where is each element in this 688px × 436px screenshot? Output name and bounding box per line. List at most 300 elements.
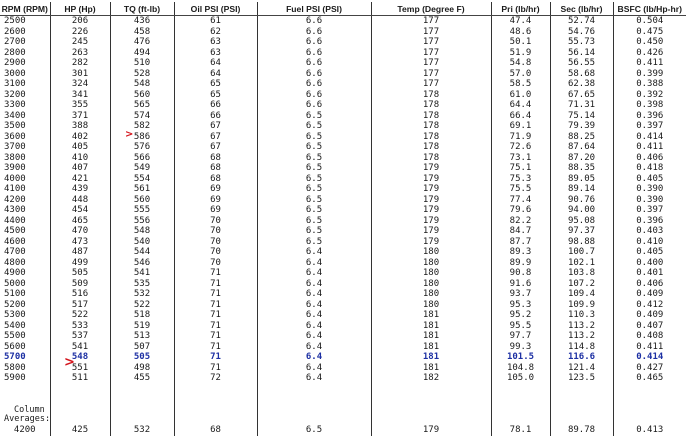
oil-psi-cell: 62: [174, 27, 257, 38]
torque-cell: 540: [110, 237, 174, 248]
sec-cell: 56.55: [550, 58, 613, 69]
marker-arrow-icon: >: [64, 355, 75, 370]
bsfc-cell: 0.397: [613, 121, 686, 132]
table-row: [0, 195, 686, 206]
spacer-cell: [371, 404, 491, 424]
torque-cell: 513: [110, 331, 174, 342]
hp-cell: 551: [50, 363, 110, 374]
pri-cell: 71.9: [491, 132, 550, 143]
fuel-psi-cell: 6.5: [257, 132, 371, 143]
fuel-psi-cell: 6.5: [257, 163, 371, 174]
hp-cell: 405: [50, 142, 110, 153]
temp-cell: 179: [371, 205, 491, 216]
bsfc-cell: 0.426: [613, 48, 686, 59]
sec-cell: 87.64: [550, 142, 613, 153]
fuel-psi-cell: 6.5: [257, 216, 371, 227]
oil-psi-cell: 63: [174, 48, 257, 59]
table-row: [0, 79, 686, 90]
fuel-psi-cell: 6.5: [257, 153, 371, 164]
rpm-cell: 3100: [4, 79, 26, 89]
spacer-cell: [371, 384, 491, 404]
temp-cell: 179: [371, 184, 491, 195]
table-row: [0, 247, 686, 258]
oil-psi-cell: 71: [174, 321, 257, 332]
sec-cell: 95.08: [550, 216, 613, 227]
hp-cell: 407: [50, 163, 110, 174]
sec-cell: 116.6: [550, 352, 613, 363]
bsfc-cell: 0.397: [613, 205, 686, 216]
fuel-psi-cell: 6.6: [257, 37, 371, 48]
torque-cell: 510: [110, 58, 174, 69]
table-row: [0, 216, 686, 227]
average-torque-cell: 532: [110, 424, 174, 436]
temp-cell: 180: [371, 279, 491, 290]
bsfc-cell: 0.450: [613, 37, 686, 48]
spacer-cell: [491, 384, 550, 404]
rpm-cell: 2500: [4, 16, 26, 26]
rpm-cell: 4500: [4, 226, 26, 236]
temp-cell: 177: [371, 37, 491, 48]
sec-cell: 62.38: [550, 79, 613, 90]
rpm-cell: 5300: [4, 310, 26, 320]
spacer-cell: [50, 384, 110, 404]
pri-cell: 87.7: [491, 237, 550, 248]
table-row: [0, 163, 686, 174]
rpm-cell: 4100: [4, 184, 26, 194]
torque-cell: 535: [110, 279, 174, 290]
hp-cell: 226: [50, 27, 110, 38]
hp-cell: 499: [50, 258, 110, 269]
oil-psi-cell: 63: [174, 37, 257, 48]
rpm-cell: 4400: [4, 215, 26, 226]
hp-cell: 421: [50, 174, 110, 185]
torque-cell: 560: [110, 90, 174, 101]
torque-cell: 560: [110, 195, 174, 206]
fuel-psi-cell: 6.6: [257, 58, 371, 69]
torque-cell: 532: [110, 289, 174, 300]
hp-cell: 487: [50, 247, 110, 258]
hp-cell: 206: [50, 16, 110, 27]
temp-cell: 177: [371, 48, 491, 59]
rpm-cell: 5400: [4, 320, 26, 331]
sec-cell: 88.25: [550, 132, 613, 143]
spacer-cell: [491, 404, 550, 424]
table-row: [0, 321, 686, 332]
sec-cell: 87.20: [550, 153, 613, 164]
fuel-psi-cell: 6.4: [257, 279, 371, 290]
temp-cell: 181: [371, 363, 491, 374]
fuel-psi-cell: 6.6: [257, 48, 371, 59]
fuel-psi-cell: 6.6: [257, 27, 371, 38]
fuel-psi-cell: 6.4: [257, 247, 371, 258]
rpm-cell: 2800: [4, 47, 26, 58]
pri-cell: 97.7: [491, 331, 550, 342]
sec-cell: 107.2: [550, 279, 613, 290]
fuel-psi-cell: 6.4: [257, 310, 371, 321]
temp-cell: 177: [371, 27, 491, 38]
average-oil-psi-cell: 68: [174, 424, 257, 436]
table-row: [0, 331, 686, 342]
table-row: [0, 184, 686, 195]
temp-cell: 179: [371, 226, 491, 237]
rpm-cell: 2600: [4, 26, 26, 37]
column-header: Fuel PSI (PSI): [257, 2, 371, 16]
spacer-cell: [174, 404, 257, 424]
table-row: [0, 205, 686, 216]
hp-cell: 324: [50, 79, 110, 90]
table-row: [0, 258, 686, 269]
hp-cell: 548: [50, 352, 110, 363]
bsfc-cell: 0.392: [613, 90, 686, 101]
temp-cell: 178: [371, 111, 491, 122]
spacer-row: [0, 384, 686, 404]
bsfc-cell: 0.390: [613, 184, 686, 195]
pri-cell: 75.5: [491, 184, 550, 195]
bsfc-cell: 0.400: [613, 258, 686, 269]
oil-psi-cell: 68: [174, 153, 257, 164]
sec-cell: 94.00: [550, 205, 613, 216]
fuel-psi-cell: 6.5: [257, 205, 371, 216]
rpm-cell: 3500: [4, 121, 26, 131]
sec-cell: 123.5: [550, 373, 613, 384]
sec-cell: 55.73: [550, 37, 613, 48]
pri-cell: 50.1: [491, 37, 550, 48]
torque-cell: 476: [110, 37, 174, 48]
temp-cell: 180: [371, 300, 491, 311]
temp-cell: 179: [371, 195, 491, 206]
pri-cell: 51.9: [491, 48, 550, 59]
rpm-cell: 4700: [4, 247, 26, 257]
bsfc-cell: 0.411: [613, 142, 686, 153]
torque-cell: 528: [110, 69, 174, 80]
sec-cell: 98.88: [550, 237, 613, 248]
highlighted-table-row: [0, 352, 686, 363]
torque-cell: 546: [110, 258, 174, 269]
hp-cell: 509: [50, 279, 110, 290]
oil-psi-cell: 67: [174, 142, 257, 153]
rpm-cell: 3600: [4, 131, 26, 142]
bsfc-cell: 0.409: [613, 310, 686, 321]
pri-cell: 77.4: [491, 195, 550, 206]
hp-cell: 448: [50, 195, 110, 206]
pri-cell: 79.6: [491, 205, 550, 216]
oil-psi-cell: 61: [174, 16, 257, 27]
temp-cell: 180: [371, 247, 491, 258]
torque-cell: 565: [110, 100, 174, 111]
pri-cell: 95.2: [491, 310, 550, 321]
pri-cell: 101.5: [491, 352, 550, 363]
torque-cell: 505: [110, 352, 174, 363]
temp-cell: 177: [371, 16, 491, 27]
hp-cell: 533: [50, 321, 110, 332]
oil-psi-cell: 70: [174, 258, 257, 269]
rpm-cell: 5700: [4, 352, 26, 362]
average-temp-cell: 179: [371, 424, 491, 436]
pri-cell: 75.1: [491, 163, 550, 174]
rpm-cell: 5800: [4, 362, 26, 373]
rpm-cell: 3800: [4, 152, 26, 163]
temp-cell: 179: [371, 216, 491, 227]
hp-cell: 355: [50, 100, 110, 111]
rpm-cell: 3900: [4, 163, 26, 173]
pri-cell: 91.6: [491, 279, 550, 290]
oil-psi-cell: 64: [174, 69, 257, 80]
rpm-cell: 5000: [4, 278, 26, 289]
fuel-psi-cell: 6.4: [257, 300, 371, 311]
pri-cell: 72.6: [491, 142, 550, 153]
oil-psi-cell: 71: [174, 300, 257, 311]
bsfc-cell: 0.396: [613, 111, 686, 122]
spacer-cell: [550, 384, 613, 404]
column-header: RPM (RPM): [0, 2, 50, 16]
pri-cell: 84.7: [491, 226, 550, 237]
pri-cell: 90.8: [491, 268, 550, 279]
average-pri-cell: 78.1: [491, 424, 550, 436]
spacer-cell: [550, 404, 613, 424]
fuel-psi-cell: 6.5: [257, 184, 371, 195]
oil-psi-cell: 71: [174, 363, 257, 374]
sec-cell: 109.9: [550, 300, 613, 311]
table-row: [0, 153, 686, 164]
rpm-cell: 4900: [4, 268, 26, 278]
torque-cell: 498: [110, 363, 174, 374]
bsfc-cell: 0.398: [613, 100, 686, 111]
oil-psi-cell: 69: [174, 184, 257, 195]
hp-cell: 301: [50, 69, 110, 80]
bsfc-cell: 0.504: [613, 16, 686, 27]
rpm-cell: 5200: [4, 299, 26, 310]
sec-cell: 109.4: [550, 289, 613, 300]
table-row: [0, 237, 686, 248]
table-row: [0, 174, 686, 185]
temp-cell: 179: [371, 163, 491, 174]
table-row: [0, 132, 686, 143]
pri-cell: 93.7: [491, 289, 550, 300]
header-row: [0, 2, 686, 16]
rpm-cell: 2900: [4, 58, 26, 68]
rpm-cell: 3300: [4, 100, 26, 110]
fuel-psi-cell: 6.5: [257, 111, 371, 122]
fuel-psi-cell: 6.4: [257, 321, 371, 332]
oil-psi-cell: 66: [174, 111, 257, 122]
sec-cell: 67.65: [550, 90, 613, 101]
hp-cell: 371: [50, 111, 110, 122]
bsfc-cell: 0.396: [613, 216, 686, 227]
torque-cell: 561: [110, 184, 174, 195]
hp-cell: 245: [50, 37, 110, 48]
rpm-cell: 3200: [4, 89, 26, 100]
oil-psi-cell: 68: [174, 174, 257, 185]
table-row: [0, 289, 686, 300]
oil-psi-cell: 67: [174, 132, 257, 143]
spacer-cell: [110, 384, 174, 404]
bsfc-cell: 0.409: [613, 289, 686, 300]
oil-psi-cell: 71: [174, 268, 257, 279]
bsfc-cell: 0.399: [613, 69, 686, 80]
temp-cell: 181: [371, 331, 491, 342]
hp-cell: 439: [50, 184, 110, 195]
hp-cell: 505: [50, 268, 110, 279]
oil-psi-cell: 64: [174, 58, 257, 69]
spacer-cell: [257, 404, 371, 424]
hp-cell: 537: [50, 331, 110, 342]
pri-cell: 47.4: [491, 16, 550, 27]
table-row: [0, 16, 686, 27]
fuel-psi-cell: 6.6: [257, 69, 371, 80]
torque-cell: 548: [110, 226, 174, 237]
bsfc-cell: 0.411: [613, 342, 686, 353]
fuel-psi-cell: 6.6: [257, 90, 371, 101]
sec-cell: 103.8: [550, 268, 613, 279]
hp-cell: 282: [50, 58, 110, 69]
torque-cell: 507: [110, 342, 174, 353]
averages-label-row: [0, 404, 686, 424]
bsfc-cell: 0.403: [613, 226, 686, 237]
rpm-cell: 4800: [4, 257, 26, 268]
fuel-psi-cell: 6.5: [257, 142, 371, 153]
average-sec-cell: 89.78: [550, 424, 613, 436]
temp-cell: 180: [371, 289, 491, 300]
temp-cell: 181: [371, 352, 491, 363]
hp-cell: 402: [50, 132, 110, 143]
table-body: [0, 16, 686, 436]
pri-cell: 82.2: [491, 216, 550, 227]
pri-cell: 89.3: [491, 247, 550, 258]
table-row: [0, 48, 686, 59]
fuel-psi-cell: 6.6: [257, 100, 371, 111]
bsfc-cell: 0.427: [613, 363, 686, 374]
sec-cell: 79.39: [550, 121, 613, 132]
hp-cell: 341: [50, 90, 110, 101]
spacer-cell: [257, 384, 371, 404]
temp-cell: 181: [371, 321, 491, 332]
column-header: Pri (lb/hr): [491, 2, 550, 16]
bsfc-cell: 0.465: [613, 373, 686, 384]
bsfc-cell: 0.405: [613, 247, 686, 258]
marker-arrow-icon: >: [125, 129, 134, 140]
sec-cell: 110.3: [550, 310, 613, 321]
pri-cell: 64.4: [491, 100, 550, 111]
column-header: TQ (ft-lb): [110, 2, 174, 16]
spacer-cell: [613, 404, 686, 424]
bsfc-cell: 0.414: [613, 132, 686, 143]
column-header: HP (Hp): [50, 2, 110, 16]
pri-cell: 54.8: [491, 58, 550, 69]
averages-label-line: Averages:: [4, 413, 51, 424]
oil-psi-cell: 69: [174, 195, 257, 206]
bsfc-cell: 0.410: [613, 237, 686, 248]
fuel-psi-cell: 6.5: [257, 174, 371, 185]
table-row: [0, 69, 686, 80]
torque-cell: 586: [110, 132, 174, 143]
oil-psi-cell: 65: [174, 90, 257, 101]
table-row: [0, 121, 686, 132]
temp-cell: 181: [371, 342, 491, 353]
temp-cell: 178: [371, 153, 491, 164]
pri-cell: 95.3: [491, 300, 550, 311]
pri-cell: 104.8: [491, 363, 550, 374]
spacer-cell: [174, 384, 257, 404]
fuel-psi-cell: 6.4: [257, 289, 371, 300]
temp-cell: 178: [371, 121, 491, 132]
averages-label-line: Column: [14, 404, 45, 415]
bsfc-cell: 0.408: [613, 331, 686, 342]
hp-cell: 263: [50, 48, 110, 59]
hp-cell: 473: [50, 237, 110, 248]
bsfc-cell: 0.418: [613, 163, 686, 174]
rpm-cell: 4300: [4, 205, 26, 215]
torque-cell: 555: [110, 205, 174, 216]
sec-cell: 113.2: [550, 321, 613, 332]
column-header: Temp (Degree F): [371, 2, 491, 16]
average-hp-cell: 425: [50, 424, 110, 436]
torque-cell: 556: [110, 216, 174, 227]
oil-psi-cell: 71: [174, 342, 257, 353]
fuel-psi-cell: 6.5: [257, 237, 371, 248]
fuel-psi-cell: 6.6: [257, 16, 371, 27]
sec-cell: 54.76: [550, 27, 613, 38]
averages-row: [0, 424, 686, 436]
torque-cell: 541: [110, 268, 174, 279]
pri-cell: 73.1: [491, 153, 550, 164]
temp-cell: 178: [371, 100, 491, 111]
sec-cell: 71.31: [550, 100, 613, 111]
sec-cell: 100.7: [550, 247, 613, 258]
torque-cell: 436: [110, 16, 174, 27]
rpm-cell: 5900: [4, 373, 26, 383]
oil-psi-cell: 71: [174, 279, 257, 290]
hp-cell: 454: [50, 205, 110, 216]
oil-psi-cell: 71: [174, 289, 257, 300]
table-row: [0, 58, 686, 69]
table-row: [0, 363, 686, 374]
rpm-cell: 4600: [4, 236, 26, 247]
sec-cell: 89.05: [550, 174, 613, 185]
bsfc-cell: 0.414: [613, 352, 686, 363]
pri-cell: 75.3: [491, 174, 550, 185]
bsfc-cell: 0.406: [613, 279, 686, 290]
pri-cell: 66.4: [491, 111, 550, 122]
rpm-cell: 4200: [4, 194, 26, 205]
sec-cell: 121.4: [550, 363, 613, 374]
fuel-psi-cell: 6.4: [257, 331, 371, 342]
hp-cell: 388: [50, 121, 110, 132]
oil-psi-cell: 72: [174, 373, 257, 384]
temp-cell: 180: [371, 258, 491, 269]
table-row: [0, 90, 686, 101]
table-row: [0, 342, 686, 353]
torque-cell: 494: [110, 48, 174, 59]
hp-cell: 470: [50, 226, 110, 237]
hp-cell: 465: [50, 216, 110, 227]
fuel-psi-cell: 6.4: [257, 258, 371, 269]
temp-cell: 178: [371, 142, 491, 153]
rpm-cell: 5500: [4, 331, 26, 341]
oil-psi-cell: 70: [174, 216, 257, 227]
torque-cell: 522: [110, 300, 174, 311]
rpm-cell: 5100: [4, 289, 26, 299]
rpm-cell: 2700: [4, 37, 26, 47]
table-row: [0, 27, 686, 38]
torque-cell: 548: [110, 79, 174, 90]
table-row: [0, 310, 686, 321]
torque-cell: 519: [110, 321, 174, 332]
torque-cell: 518: [110, 310, 174, 321]
temp-cell: 180: [371, 268, 491, 279]
pri-cell: 95.5: [491, 321, 550, 332]
pri-cell: 58.5: [491, 79, 550, 90]
rpm-cell: 5600: [4, 341, 26, 352]
